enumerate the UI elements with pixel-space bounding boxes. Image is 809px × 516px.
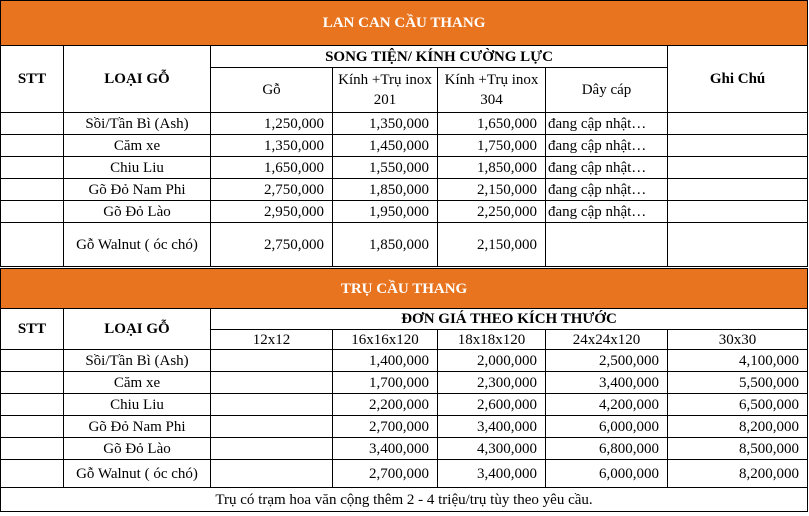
size-header-18: 18x18x120 bbox=[438, 330, 546, 350]
wood-cell: Sồi/Tần Bì (Ash) bbox=[64, 113, 211, 135]
cable-cell bbox=[546, 223, 668, 267]
stt-cell bbox=[1, 438, 64, 460]
wood-cell: Gỗ Walnut ( óc chó) bbox=[64, 460, 211, 488]
note-cell bbox=[668, 157, 808, 179]
price-cell: 1,350,000 bbox=[333, 113, 438, 135]
price-cell: 2,600,000 bbox=[438, 394, 546, 416]
price-cell: 3,400,000 bbox=[438, 460, 546, 488]
col-inox201-header: Kính +Trụ inox 201 bbox=[333, 68, 438, 113]
price-cell: 2,250,000 bbox=[438, 201, 546, 223]
table-row bbox=[1, 416, 808, 438]
price-cell: 8,500,000 bbox=[668, 438, 808, 460]
price-cell: 2,700,000 bbox=[333, 416, 438, 438]
cable-cell: đang cập nhật… bbox=[546, 135, 668, 157]
price-cell: 3,400,000 bbox=[438, 416, 546, 438]
table-row bbox=[1, 201, 808, 223]
price-cell: 1,350,000 bbox=[211, 135, 333, 157]
price-cell: 3,400,000 bbox=[333, 438, 438, 460]
cable-cell: đang cập nhật… bbox=[546, 113, 668, 135]
price-cell: 2,950,000 bbox=[211, 201, 333, 223]
price-cell: 1,450,000 bbox=[333, 135, 438, 157]
wood-cell: Căm xe bbox=[64, 372, 211, 394]
cable-cell: đang cập nhật… bbox=[546, 157, 668, 179]
stt-cell bbox=[1, 416, 64, 438]
size-header-30: 30x30 bbox=[668, 330, 808, 350]
table-row bbox=[1, 394, 808, 416]
price-cell bbox=[211, 416, 333, 438]
size-group-header: ĐƠN GIÁ THEO KÍCH THƯỚC bbox=[211, 309, 808, 330]
price-cell: 6,500,000 bbox=[668, 394, 808, 416]
price-cell: 2,500,000 bbox=[546, 350, 668, 372]
wood-cell: Sồi/Tần Bì (Ash) bbox=[64, 350, 211, 372]
price-cell: 2,000,000 bbox=[438, 350, 546, 372]
col-go-header: Gỗ bbox=[211, 68, 333, 113]
table-row bbox=[1, 157, 808, 179]
price-cell: 1,700,000 bbox=[333, 372, 438, 394]
stt-cell bbox=[1, 113, 64, 135]
posts-title: TRỤ CẦU THANG bbox=[1, 269, 808, 309]
table-row bbox=[1, 223, 808, 267]
price-cell: 1,750,000 bbox=[438, 135, 546, 157]
price-cell: 4,200,000 bbox=[546, 394, 668, 416]
table-row bbox=[1, 350, 808, 372]
price-cell: 1,400,000 bbox=[333, 350, 438, 372]
cable-cell: đang cập nhật… bbox=[546, 201, 668, 223]
price-cell: 2,150,000 bbox=[438, 223, 546, 267]
price-cell: 1,550,000 bbox=[333, 157, 438, 179]
price-cell bbox=[211, 350, 333, 372]
price-cell: 1,250,000 bbox=[211, 113, 333, 135]
size-header-12: 12x12 bbox=[211, 330, 333, 350]
wood-type-header: LOẠI GỖ bbox=[64, 309, 211, 350]
stt-cell bbox=[1, 372, 64, 394]
stt-cell bbox=[1, 179, 64, 201]
railing-title: LAN CAN CẦU THANG bbox=[1, 1, 808, 46]
wood-cell: Chiu Liu bbox=[64, 157, 211, 179]
wood-cell: Gõ Đỏ Nam Phi bbox=[64, 416, 211, 438]
table-row bbox=[1, 135, 808, 157]
price-cell: 6,000,000 bbox=[546, 460, 668, 488]
price-cell bbox=[211, 438, 333, 460]
post-price-table bbox=[0, 268, 808, 512]
size-header-16: 16x16x120 bbox=[333, 330, 438, 350]
price-cell: 2,750,000 bbox=[211, 179, 333, 201]
stt-cell bbox=[1, 135, 64, 157]
note-cell bbox=[668, 223, 808, 267]
stt-cell bbox=[1, 460, 64, 488]
col-cable-header: Dây cáp bbox=[546, 68, 668, 113]
wood-cell: Gỗ Walnut ( óc chó) bbox=[64, 223, 211, 267]
table-row bbox=[1, 460, 808, 488]
note-header: Ghi Chú bbox=[668, 46, 808, 113]
stt-header: STT bbox=[1, 309, 64, 350]
stt-cell bbox=[1, 157, 64, 179]
wood-type-header: LOẠI GỖ bbox=[64, 46, 211, 113]
footnote: Trụ có trạm hoa văn cộng thêm 2 - 4 triệu/trụ tùy theo yêu cầu. bbox=[1, 488, 808, 512]
table-row bbox=[1, 372, 808, 394]
note-cell bbox=[668, 179, 808, 201]
stt-cell bbox=[1, 394, 64, 416]
stt-cell bbox=[1, 223, 64, 267]
note-cell bbox=[668, 201, 808, 223]
price-cell: 4,100,000 bbox=[668, 350, 808, 372]
wood-cell: Căm xe bbox=[64, 135, 211, 157]
cable-cell: đang cập nhật… bbox=[546, 179, 668, 201]
col-inox304-header: Kính +Trụ inox 304 bbox=[438, 68, 546, 113]
price-cell: 5,500,000 bbox=[668, 372, 808, 394]
price-cell: 1,850,000 bbox=[333, 179, 438, 201]
table-row bbox=[1, 438, 808, 460]
wood-cell: Gõ Đỏ Nam Phi bbox=[64, 179, 211, 201]
wood-cell: Gõ Đỏ Lào bbox=[64, 438, 211, 460]
price-cell bbox=[211, 460, 333, 488]
wood-cell: Gõ Đỏ Lào bbox=[64, 201, 211, 223]
note-cell bbox=[668, 135, 808, 157]
price-cell bbox=[211, 372, 333, 394]
price-cell: 6,800,000 bbox=[546, 438, 668, 460]
price-cell: 1,850,000 bbox=[333, 223, 438, 267]
price-cell: 2,750,000 bbox=[211, 223, 333, 267]
price-cell: 2,150,000 bbox=[438, 179, 546, 201]
price-cell: 2,700,000 bbox=[333, 460, 438, 488]
size-header-24: 24x24x120 bbox=[546, 330, 668, 350]
price-cell: 4,300,000 bbox=[438, 438, 546, 460]
stt-cell bbox=[1, 201, 64, 223]
price-cell: 1,850,000 bbox=[438, 157, 546, 179]
railing-group-header: SONG TIỆN/ KÍNH CƯỜNG LỰC bbox=[211, 46, 668, 68]
price-cell: 1,650,000 bbox=[211, 157, 333, 179]
price-cell: 6,000,000 bbox=[546, 416, 668, 438]
table-row bbox=[1, 179, 808, 201]
price-cell: 8,200,000 bbox=[668, 460, 808, 488]
price-cell bbox=[211, 394, 333, 416]
price-cell: 1,950,000 bbox=[333, 201, 438, 223]
note-cell bbox=[668, 113, 808, 135]
price-cell: 3,400,000 bbox=[546, 372, 668, 394]
stt-header: STT bbox=[1, 46, 64, 113]
price-cell: 8,200,000 bbox=[668, 416, 808, 438]
stt-cell bbox=[1, 350, 64, 372]
table-row bbox=[1, 113, 808, 135]
price-cell: 2,200,000 bbox=[333, 394, 438, 416]
price-cell: 2,300,000 bbox=[438, 372, 546, 394]
price-cell: 1,650,000 bbox=[438, 113, 546, 135]
wood-cell: Chiu Liu bbox=[64, 394, 211, 416]
